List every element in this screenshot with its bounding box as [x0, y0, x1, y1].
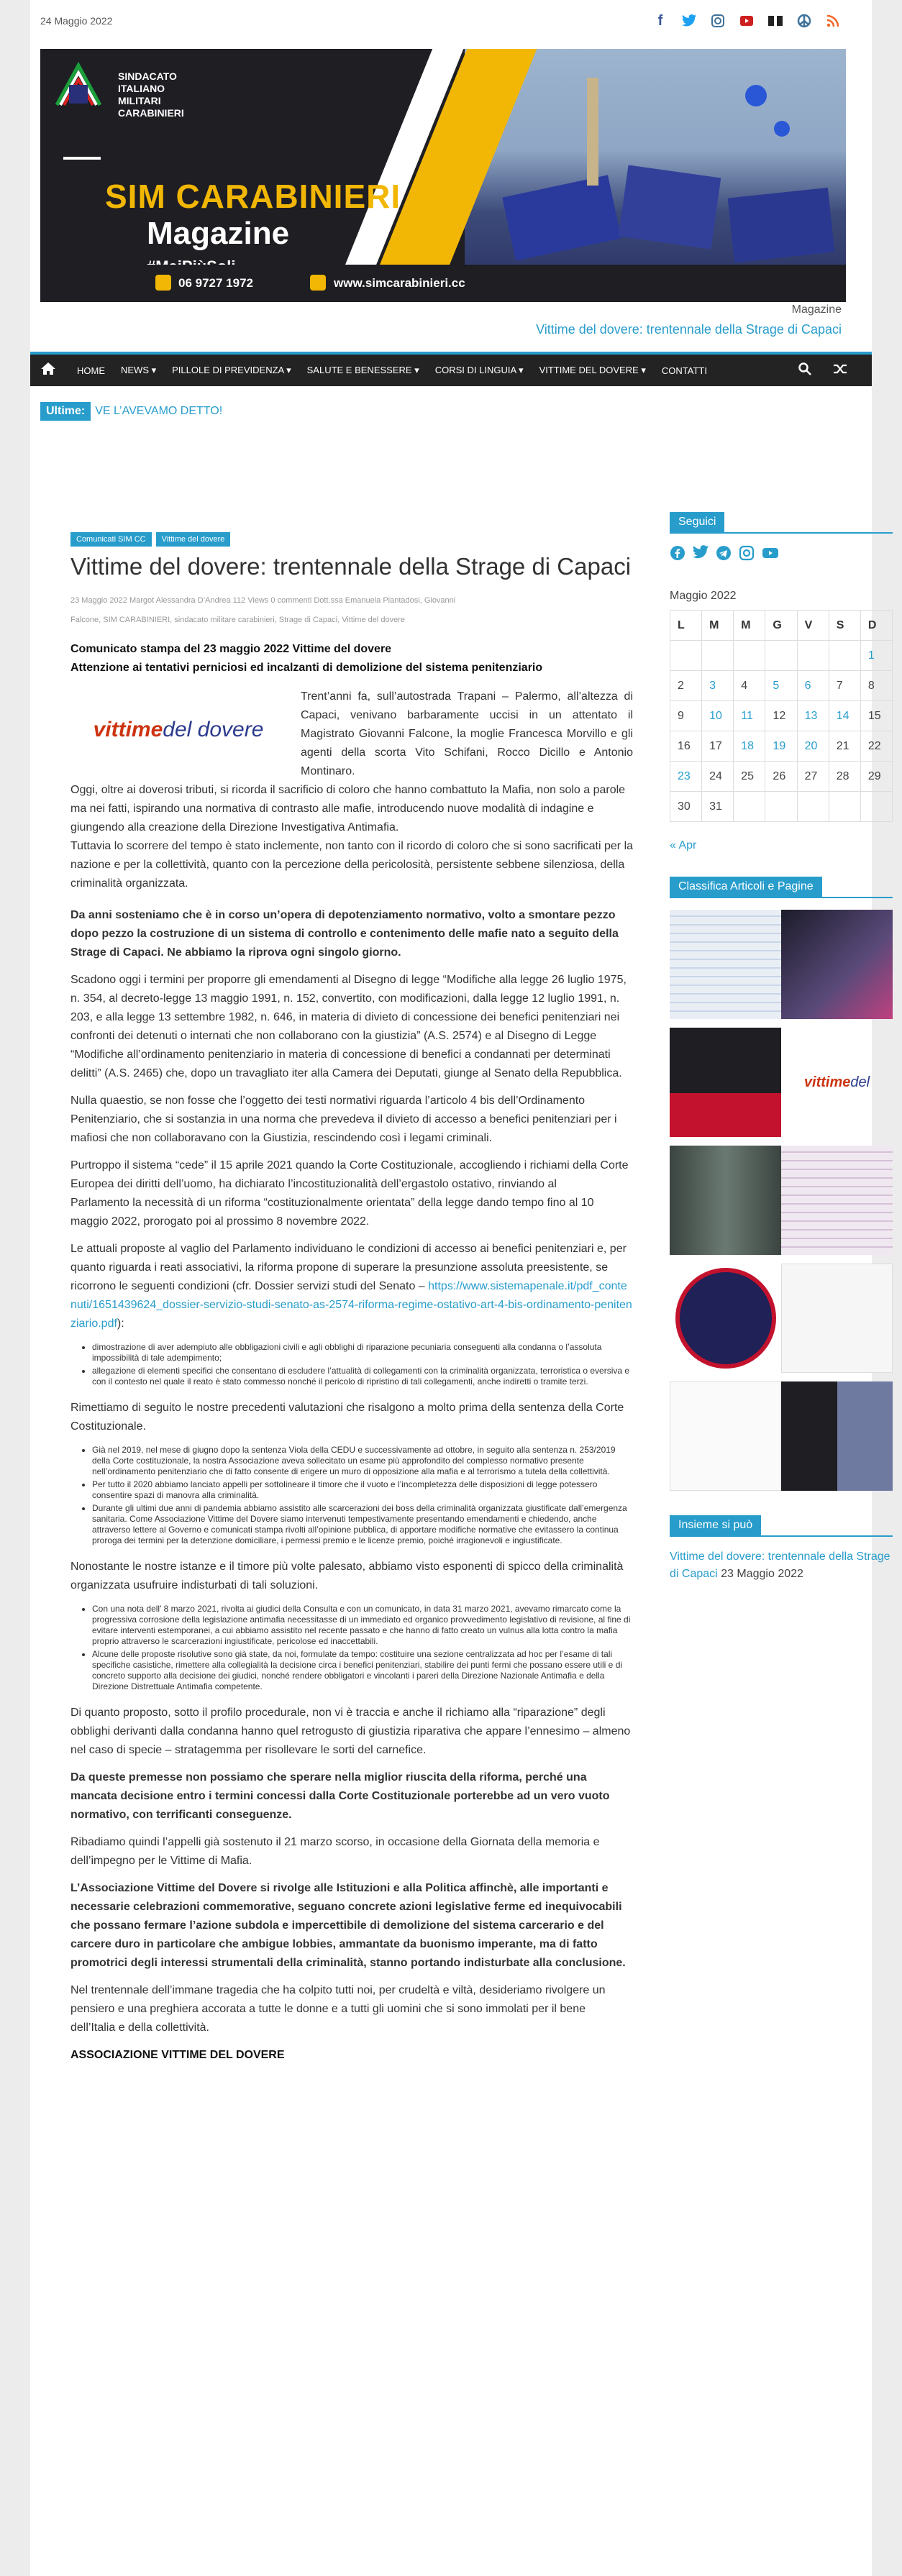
banner-divider [63, 157, 101, 160]
insieme-link[interactable]: Vittime del dovere: trentennale della Strage di Capaci [670, 1550, 890, 1580]
calendar-day[interactable]: 18 [734, 731, 765, 762]
web-icon [310, 275, 326, 291]
insieme-widget [670, 1515, 893, 1583]
paragraph: Da queste premesse non possiamo che sperare nella miglior riuscita della riforma, perché una mancata decisione entro i termini concessi dalla Corte Costituzionale porterebbe ad un vero vuoto normativo, con terrificanti conseguenze. [70, 1771, 610, 1821]
paragraph: Oggi, oltre ai doverosi tributi, si ricorda il sacrificio di coloro che hanno combattuto la Mafia, non solo a parole ma nei fatti, ispirando una normativa di contrasto alle mafie, introducendo nuove modalità di indagine e giungendo alla creazione della Direzione Investigativa Antimafia. [70, 784, 626, 833]
top-bar [30, 0, 872, 42]
conditions-list: • dimostrazione di aver adempiuto alle obbligazioni civili e agli obblighi di riparazione pecuniaria conseguenti alla condanna o l’assoluta impossibilità di tale adempimento; • allegazione di elementi specifici che consentano di escludere l’attualità di collegamenti con la criminalità organizzata, terroristica o eversiva e con il contesto nel quale il reato è stato commesso nonché il pericolo di ripristino di tali collegamenti, anche indiretti o tramite terzi. [92, 1342, 633, 1387]
nav-vittime[interactable]: VITTIME DEL DOVERE ▾ [539, 365, 646, 375]
banner-title: SIM CARABINIERI [105, 178, 401, 215]
post-thumbnail[interactable] [670, 1146, 781, 1255]
paragraph: Rimettiamo di seguito le nostre precedenti valutazioni che risalgono a molto prima della sentenza della Corte Costituzionale. [70, 1402, 624, 1433]
paragraph: Trent’anni fa, sull’autostrada Trapani – Palermo, all’altezza di Capaci, venivano barbaramente uccisi in un attentato il Magistrato Giovanni Falcone, la moglie Francesca Morvillo e gli agenti della scorta Vito Schifani, Rocco Dicillo e Antonio Montinaro. [301, 690, 633, 777]
paragraph: Nonostante le nostre istanze e il timore più volte palesato, abbiamo visto esponenti di spicco della criminalità organizzata usufruire indisturbati di tali soluzioni. [70, 1561, 624, 1591]
twitter-icon[interactable] [680, 12, 698, 29]
youtube-icon[interactable] [762, 545, 779, 565]
book-icon[interactable] [767, 12, 784, 29]
tagline-link[interactable]: Vittime del dovere: trentennale della Strage di Capaci [536, 322, 842, 337]
signature: ASSOCIAZIONE VITTIME DEL DOVERE [70, 2049, 285, 2061]
paragraph: Le attuali proposte al vaglio del Parlamento individuano le condizioni di accesso ai benefici penitenziari e, per quanto riguarda i reati associativi, la riforma propone di superare la presunzione assoluta preesistente, se ricorrono le seguenti condizioni (cfr. Dossier servizi studi del Senato – https://www.sistemapenale.it/pdf_contenuti/1651439624_dossier-servizio-studi-senato-as-2574-riforma-regime-ostativo-art-4-bis-ordinamento-penitenziario.pdf): [70, 1243, 632, 1330]
post-thumbnail[interactable] [781, 1146, 893, 1255]
instagram-icon[interactable] [709, 12, 726, 29]
nav-pillole[interactable]: PILLOLE DI PREVIDENZA ▾ [172, 365, 291, 375]
page [30, 0, 890, 2576]
paragraph: L’Associazione Vittime del Dovere si rivolge alle Istituzioni e alla Politica affinchè, alle importanti e necessarie celebrazioni commemorative, seguano concrete azioni legislative ferme ed inequivocabili che possano fermare l’azione subdola e impercettibile di demolizione del sistema carcerario e del carcere duro in particolare che ambigue lobbies, ammantate da buonismo imperante, ma di fatto promotrici degli interessi strumentali della criminalità, stanno portando indisturbate alla conclusione. [70, 1882, 626, 1969]
nav-salute[interactable]: SALUTE E BENESSERE ▾ [306, 365, 419, 375]
nav-tools [798, 362, 862, 379]
history-list: • Già nel 2019, nel mese di giugno dopo la sentenza Viola della CEDU e successivamente ad ottobre, in seguito alla sentenza n. 253/2019 della Corte costituzionale, la nostra Associazione aveva sollecitato un esame più approfondito del complesso normativo presente nell’ordinamento penitenziario che di fatto consente di erigere un muro di opposizione alla mafia e al terrorismo a tutela della collettività. • Per tutto il 2020 abbiamo lanciato appelli per sottolineare il timore che il vuoto e l’incompletezza delle disposizioni di legge potessero consentire spazi di manovra alla criminalità. • Durante gli ultimi due anni di pandemia abbiamo assistito alle scarcerazioni dei boss della criminalità organizzata giustificate dall’emergenza sanitaria. Come Associazione Vittime del Dovere siamo intervenuti tempestivamente presentando emendamenti e chiedendo, anche attraverso lettere al Governo e comunicati stampa rivolti all’opinione pubblica, di apportare modifiche normative che evitassero la continua proroga dei termini per la detenzione domiciliare, i permessi premio e le licenze premio, poiché irragionevoli e ingiustificate. [92, 1445, 633, 1546]
article [70, 532, 633, 2073]
search-icon[interactable] [798, 362, 811, 379]
calendar-prev-link[interactable]: « Apr [670, 839, 697, 851]
post-thumbnail[interactable]: vittime del [803, 1074, 870, 1090]
youtube-icon[interactable] [738, 12, 755, 29]
peace-icon[interactable] [796, 12, 813, 29]
follow-widget [670, 512, 893, 565]
calendar-caption: Maggio 2022 [670, 590, 737, 602]
rss-icon[interactable] [824, 12, 842, 29]
nav-corsi[interactable]: CORSI DI LINGUIA ▾ [434, 365, 524, 375]
phone-icon [155, 275, 171, 291]
insieme-date: 23 Maggio 2022 [721, 1568, 803, 1580]
paragraph: Nel trentennale dell’immane tragedia che ha colpito tutti noi, per crudeltà e viltà, desideriamo rivolgere un pensiero e una preghiera accorata a tutte le donne e a tutti gli uomini che si sono immolati per il bene dell’Italia e della collettività. [70, 1984, 606, 2034]
calendar-day[interactable]: 10 [702, 701, 734, 731]
site-tagline: Magazine [791, 303, 842, 316]
facebook-icon[interactable] [670, 545, 685, 565]
article-categories [70, 532, 633, 547]
sidebar [670, 512, 893, 1607]
widget-title: Classifica Articoli e Pagine [670, 877, 822, 897]
facebook-icon[interactable]: f [657, 12, 663, 29]
calendar-day[interactable]: 11 [734, 701, 765, 731]
article-meta: 23 Maggio 2022 Margot Alessandra D’Andrea 112 Views 0 commenti Dott.ssa Emanuela Piantadosi, Giovanni Falcone, SIM CARABINIERI, sindacato militare carabinieri, Strage di Capaci, Vittime del dovere [70, 596, 456, 624]
header-banner[interactable] [40, 49, 846, 302]
social-links [652, 12, 842, 29]
telegram-icon[interactable] [716, 545, 732, 565]
post-thumbnail[interactable] [670, 1381, 781, 1491]
top-posts-grid [670, 910, 893, 1491]
banner-footer [40, 265, 846, 302]
paragraph: Di quanto proposto, sotto il profilo procedurale, non vi è traccia e anche il richiamo alla “riparazione” degli obblighi derivanti dalla condanna hanno quel retrogusto di giustizia riparativa che appare l’ennesimo – almeno nel caso di specie – stratagemma per risollevare le sorti del carnefice. [70, 1707, 631, 1756]
calendar-day[interactable]: 23 [670, 762, 702, 792]
main-nav [30, 352, 872, 386]
calendar: Maggio 2022 L M M G V S D 1 2 3 4 5 6 7 8 9 10 11 12 13 14 15 16 17 18 19 20 21 22 23 24 25 26 27 28 29 30 31 [670, 590, 893, 822]
banner-phone: 06 9727 1972 [178, 276, 253, 290]
paragraph: Nulla quaestio, se non fosse che l’oggetto dei testi normativi riguarda l’articolo 4 bis dell’Ordinamento Penitenziario, che si sostanzia in una norma che prevedeva il divieto di accesso a benefici penitenziari per i mafiosi che non collaboravano con la Giustizia, rescindendo così i legami criminali. [70, 1095, 617, 1144]
banner-logo-text: SINDACATO ITALIANO MILITARI CARABINIERI [118, 70, 184, 119]
ticker-link[interactable]: VE L’AVEVAMO DETTO! [95, 405, 223, 417]
sim-logo-icon [53, 62, 104, 112]
ticker-label: Ultime: [40, 402, 91, 421]
nav-news[interactable]: NEWS ▾ [121, 365, 157, 375]
nav-home[interactable]: HOME [77, 365, 105, 376]
widget-title: Insieme si può [670, 1515, 761, 1535]
paragraph: Parlamento la necessità di un riforma “costituzionalmente orientata” della legge dando tempo fino al 10 maggio 2022, prorogato poi al prossimo 8 novembre 2022. [70, 1197, 594, 1228]
lead-line: Attenzione ai tentativi perniciosi ed incalzanti di demolizione del sistema penitenziario [70, 662, 543, 674]
calendar-widget [670, 590, 893, 852]
paragraph: Scadono oggi i termini per proporre gli emendamenti al Disegno di legge “Modifiche alla legge 26 luglio 1975, n. 354, al decreto-legge 13 maggio 1991, n. 152, convertito, con modificazioni, dalla legge 12 luglio 1991, n. 203, e alla legge 13 settembre 1982, n. 646, in materia di divieto di concessione dei benefici penitenziari nei confronti dei detenuti o internati che non collaborano con la giustizia” (A.S. 2574) e al Disegno di Legge “Modifiche all’ordinamento penitenziario in materia di concessione di benefici a condannati per determinati delitti” (A.S. 2465) che, dopo un travagliato iter alla Camera dei Deputati, giunge al Senato della Repubblica. [70, 974, 627, 1079]
calendar-day[interactable]: 13 [797, 701, 829, 731]
nav-contatti[interactable]: CONTATTI [661, 365, 707, 376]
post-thumbnail[interactable] [781, 1264, 893, 1373]
post-thumbnail[interactable] [670, 910, 781, 1019]
calendar-day[interactable]: 6 [797, 671, 829, 701]
random-icon[interactable] [833, 362, 847, 379]
calendar-day[interactable]: 19 [765, 731, 797, 762]
proposals-list: • Con una nota dell’ 8 marzo 2021, rivolta ai giudici della Consulta e con un comunicato, in data 31 marzo 2021, avevamo rimarcato come la progressiva corrosione della legislazione antimafia necessitasse di un immediato ed organico provvedimento legislativo di revisione, al fine di evitare interventi estemporanei, a cui abbiamo assistito nel recente passato e che hanno di fatto creato un vulnus alla lotta contro la mafia proprio attraverso le scarcerazioni ingiustificate, pericolose ed inaccettabili. • Alcune delle proposte risolutive sono già state, da noi, formulate da tempo: costituire una sezione centralizzata ad hoc per l’esame di tali specifiche casistiche, rimettere alla collegialità la decisione circa i benefici penitenziari, stabilire dei punti fermi che possano essere utili e di concreto supporto alla decisione dei giudici, nonché rendere obbligatori e vincolanti i pareri della Direzione Nazionale Antimafia e della Direzione Distrettuale Antimafia competente. [92, 1604, 633, 1692]
post-thumbnail[interactable] [781, 910, 893, 1019]
post-thumbnail[interactable] [670, 1264, 781, 1373]
article-title: Vittime del dovere: trentennale della Strage di Capaci [70, 553, 632, 580]
lead-line: Comunicato stampa del 23 maggio 2022 Vittime del dovere [70, 643, 392, 655]
instagram-icon[interactable] [739, 545, 755, 565]
calendar-day[interactable]: 1 [860, 641, 892, 671]
category-tag[interactable]: Vittime del dovere [156, 532, 231, 547]
article-body [70, 640, 633, 2065]
dossier-link[interactable]: https://www.sistemapenale.it/pdf_contenuti/1651439624_dossier-servizio-studi-senato-as-2574-riforma-regime-ostativo-art-4-bis-ordinamento-penitenziario.pdf [70, 1280, 632, 1330]
top-posts-widget [670, 877, 893, 1491]
post-thumbnail[interactable] [781, 1381, 893, 1491]
banner-subtitle: Magazine [147, 216, 290, 251]
breaking-news [40, 402, 872, 421]
top-date: 24 Maggio 2022 [40, 15, 113, 27]
calendar-day[interactable]: 20 [797, 731, 829, 762]
category-tag[interactable]: Comunicati SIM CC [70, 532, 152, 547]
widget-title: Seguici [670, 512, 724, 532]
calendar-day[interactable]: 3 [702, 671, 734, 701]
banner-site: www.simcarabinieri.cc [334, 276, 465, 290]
calendar-day[interactable]: 14 [829, 701, 860, 731]
vittime-logo: vittime del dovere [93, 718, 264, 741]
paragraph: Purtroppo il sistema “cede” il 15 aprile 2021 quando la Corte Costituzionale, accogliendo i richiami della Corte Europea dei diritti dell’uomo, ha dichiarato l’incostituzionalità dell’ergastolo ostativo, rinviando al [70, 1159, 629, 1190]
paragraph: Tuttavia lo scorrere del tempo è stato inclemente, non tanto con il ricordo di coloro che si sono sacrificati per la nazione e per la collettività, quanto con la percezione della pericolosità, persistente sebbene silenziosa, della criminalità organizzata. [70, 840, 634, 890]
post-thumbnail[interactable] [670, 1028, 781, 1137]
paragraph: Da anni sosteniamo che è in corso un’opera di depotenziamento normativo, volto a smontare pezzo dopo pezzo la costruzione di un sistema di controllo e contenimento delle mafie nato a seguito della Strage di Capaci. Ne abbiamo la riprova ogni singolo giorno. [70, 909, 619, 959]
home-icon[interactable] [40, 361, 69, 380]
calendar-day[interactable]: 5 [765, 671, 797, 701]
twitter-icon[interactable] [693, 545, 709, 565]
paragraph: Ribadiamo quindi l’appelli già sostenuto il 21 marzo scorso, in occasione della Giornata della memoria e dell’impegno per le Vittime di Mafia. [70, 1836, 600, 1867]
